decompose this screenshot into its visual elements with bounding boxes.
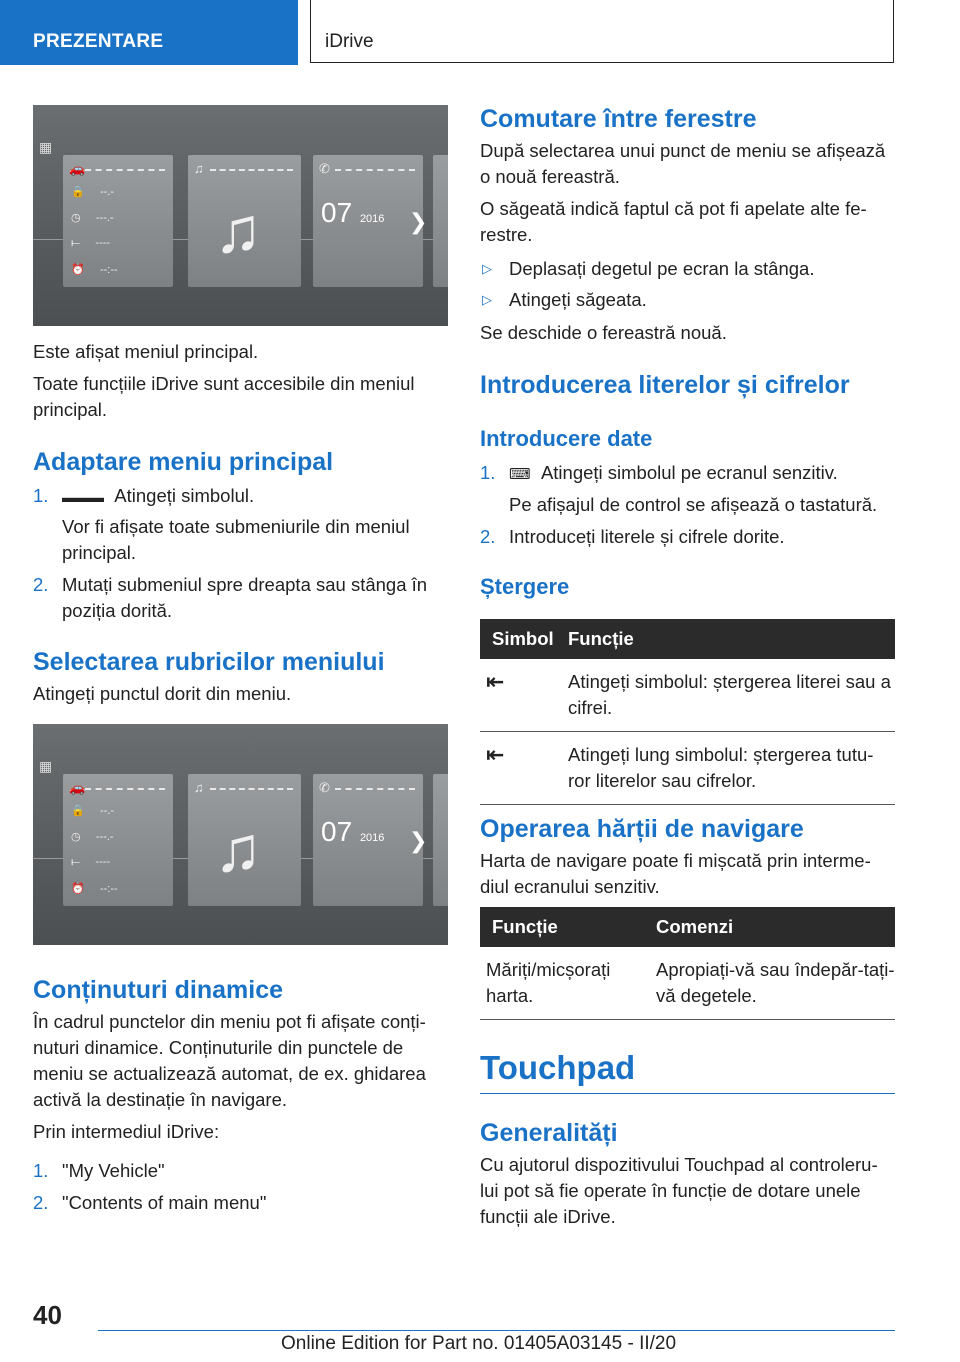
paragraph: În cadrul punctelor din meniu pot fi afișate conți-nuturi dinamice. Conținuturile din punctele de meniu se actualizează automat, de ex. ghidarea activă la destinație în navigare. [33,1011,426,1110]
menu-icon: ▦ [39,139,53,155]
car-icon: 🚗 [69,161,86,176]
section-heading: Introducerea literelor și cifrelor [480,371,850,399]
list-item: 2. "Contents of main menu" [33,1192,267,1213]
divider [480,1093,895,1094]
backspace-icon[interactable]: ⇤ [486,669,505,694]
section-heading: Selectarea rubricilor meniului [33,648,385,676]
music-icon: ♫ [194,161,204,176]
chevron-right-icon[interactable]: ❯ [409,209,428,234]
triangle-icon: ▷ [482,292,492,307]
main-menu-screenshot [33,105,448,326]
music-icon: ♫ [194,780,204,795]
section-heading: Generalități [480,1119,618,1147]
date-year: 2016 [359,832,385,844]
table-row: Măriți/micșorați harta. Apropiați-vă sau îndepăr-tați-vă degetele. [480,947,895,1020]
table-header: Simbol [480,619,568,659]
topic-title: iDrive [325,31,374,52]
topic-tab [310,0,894,63]
triangle-icon: ▷ [482,261,492,276]
section-heading: Adaptare meniu principal [33,448,334,476]
map-table [480,907,895,1020]
list-item: 2. Introduceți literele și cifrele dorite. [480,526,785,547]
date-year: 2016 [359,213,385,225]
music-note-icon: ♫ [214,194,262,266]
backspace-icon[interactable]: ⇤ [486,742,505,767]
list-item: 1. ▬▬▬ Atingeți simbolul. Vor fi afișate toate submeniurile din meniul principal. [33,485,410,563]
phone-card [313,155,428,287]
phone-icon: ✆ [319,161,330,176]
keyboard-icon: ⌨ [509,466,531,483]
delete-table [480,619,895,805]
section-tab [0,0,298,65]
table-header: Comenzi [656,907,895,947]
paragraph: Se deschide o fereastră nouă. [480,322,727,343]
list-item: 2. Mutați submeniul spre dreapta sau stânga în poziția dorită. [33,574,428,621]
section-title: PREZENTARE [33,31,164,52]
grid-icon: ▬▬▬ [62,489,104,505]
car-icon: 🚗 [69,780,86,795]
paragraph: Atingeți punctul dorit din meniu. [33,683,292,704]
menu-items-screenshot: ▦ 🚗 🔒 --.- ◷ ---.- ⟝ ---- ⏰ --:-- ♫ ♫ ✆ 07 2016 ❯ [33,724,448,945]
phone-icon: ✆ [319,780,330,795]
paragraph: Toate funcțiile iDrive sunt accesibile din meniul principal. [33,373,415,420]
date-day: 07 [321,197,353,228]
paragraph: După selectarea unui punct de meniu se afișează o nouă fereastră. [480,140,886,187]
menu-icon: ▦ [39,758,53,774]
edition-info: Online Edition for Part no. 01405A03145 - II/20 [281,1333,677,1354]
section-heading: Operarea hărții de navigare [480,815,804,843]
table-header: Funcție [480,907,656,947]
page-number: 40 [33,1300,62,1330]
footer-divider [98,1330,895,1331]
bullet-item: ▷ Atingeți săgeata. [480,287,895,315]
section-heading: Conținuturi dinamice [33,976,283,1004]
music-note-icon: ♫ [214,813,262,885]
media-card [188,155,301,287]
table-header: Funcție [568,619,895,659]
paragraph: Prin intermediul iDrive: [33,1121,220,1142]
paragraph: Cu ajutorul dispozitivului Touchpad al controleru-lui pot să fie operate în funcție de dotare unele funcții ale iDrive. [480,1154,878,1227]
bullet-item: ▷ Deplasați degetul pe ecran la stânga. [480,256,895,284]
list-item: 1. "My Vehicle" [33,1160,165,1181]
vehicle-card: 🚗 🔒 --.- ◷ ---.- ⟝ ---- ⏰ --:-- [63,155,173,287]
subsection-heading: Ștergere [480,574,570,599]
subsection-heading: Introducere date [480,426,653,451]
section-heading: Comutare între ferestre [480,105,757,133]
paragraph: O săgeată indică faptul că pot fi apelate alte fe-restre. [480,198,867,245]
paragraph: Este afișat meniul principal. [33,341,259,362]
table-row: ⇤ Atingeți simbolul: ștergerea literei sau a cifrei. [480,659,895,732]
paragraph: Harta de navigare poate fi mișcată prin interme-diul ecranului senzitiv. [480,850,871,897]
chevron-right-icon[interactable]: ❯ [409,828,428,853]
date-day: 07 [321,816,353,847]
chapter-heading: Touchpad [480,1049,636,1086]
list-item: 1. ⌨ Atingeți simbolul pe ecranul senzitiv. Pe afișajul de control se afișează o tastatură. [480,462,878,515]
table-row: ⇤ Atingeți lung simbolul: ștergerea tutu-ror literelor sau cifrelor. [480,732,895,805]
